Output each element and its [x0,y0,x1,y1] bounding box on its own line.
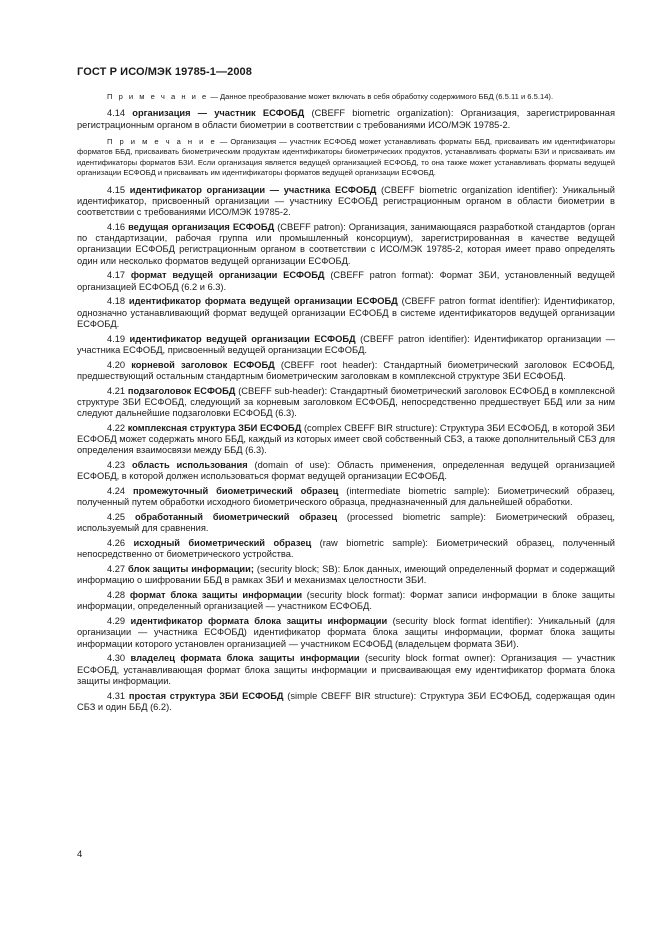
definition-text: (complex CBEFF BIR structure): Структура ЗБИ ЕСФОБД, в которой ЗБИ ЕСФОБД может содержать много ББД, каждый из которых имеет свой собственный СБЗ, а также дополнительный СБЗ для определения взаимосвязи между ББД (6.3). [77,422,615,456]
definition-text: (security block format identifier): Уникальный (для организации — участника ЕСФОБД) идентификатор формата блока защиты информации, формат блока защиты информации которого установлен организацией — участником ЕСФОБД (владельцем формата ЗБИ). [77,616,615,649]
definition-4-29 [77,616,615,650]
note-text: — Данное преобразование может включать в себя обработку содержимого ББД (6.5.11 и 6.5.14). [208,92,554,101]
note-label: П р и м е ч а н и е [107,92,209,101]
definition-term: владелец формата блока защиты информации [130,653,360,664]
definition-text: (CBEFF root header): Стандартный биометрический заголовок ЕСФОБД, предшествующий остальным стандартным биометрическим заголовкам в комплексной структуре ЗБИ ЕСФОБД. [77,359,615,381]
definition-text: (domain of use): Область применения, определенная ведущей организацией ЕСФОБД, в которой должен использоваться формат ведущей организации ЕСФОБД. [77,460,615,482]
definition-4-18 [77,296,615,330]
definition-text: (security block format): Формат записи информации в блоке защиты информации, определенный организацией — участником ЕСФОБД. [77,590,615,612]
definition-term: корневой заголовок ЕСФОБД [131,359,275,370]
definition-term: подзаголовок ЕСФОБД [127,385,236,396]
definition-number: 4.31 [107,690,129,701]
definition-4-31 [77,691,615,714]
definition-term: промежуточный биометрический образец [133,486,339,497]
definition-text: (CBEFF patron identifier): Идентификатор организации — участника ЕСФОБД, присвоенный ведущей организации ЕСФОБД. [77,333,615,355]
definition-term: формат блока защиты информации [129,590,303,601]
definition-number: 4.17 [107,270,131,281]
definition-text: (intermediate biometric sample): Биометрический образец, полученный путем обработки исходного биометрического образца, предназначенный для дальнейшей обработки. [77,486,615,508]
definition-4-28 [77,590,615,613]
definition-4-20 [77,360,615,383]
definition-text: (security block format owner): Организация — участник ЕСФОБД, устанавливающая формат блока защиты информации и присваивающая ему идентификатор формата блока защиты информации. [77,653,615,686]
definition-text: (CBEFF biometric organization identifier): Уникальный идентификатор, присвоенный организации — участнику ЕСФОБД регистрационным органом в области биометрии в соответствии с требованиями ИСО/МЭК 19785-2. [77,184,615,218]
definition-number: 4.29 [107,616,131,627]
page-number: 4 [77,849,83,860]
definition-text: (security block; SB): Блок данных, имеющий определенный формат и содержащий информацию о шифровании ББД в рамках ЗБИ и механизмах целостности ЗБИ. [77,564,615,586]
definition-4-25 [77,512,615,535]
definition-term: обработанный биометрический образец [134,512,338,523]
definition-4-22 [77,423,615,457]
definition-number: 4.28 [107,590,130,601]
definition-4-17 [77,270,615,293]
definition-number: 4.18 [107,296,129,307]
definition-term: простая структура ЗБИ ЕСФОБД [128,690,284,701]
definition-number: 4.23 [107,460,132,471]
document-body [77,92,615,717]
definition-term: блок защиты информации; [128,564,254,575]
definition-4-23 [77,460,615,483]
definition-term: ведущая организация ЕСФОБД [128,221,275,232]
definition-number: 4.20 [107,359,132,370]
note-paragraph [77,92,615,102]
definition-number: 4.27 [107,564,129,575]
definition-4-27 [77,564,615,587]
definition-text: (CBEFF biometric organization): Организация, зарегистрированная регистрационным органом в области биометрии в соответствии с требованиями ИСО/МЭК 19785-2. [77,108,615,130]
definition-text: (CBEFF patron format): Формат ЗБИ, установленный ведущей организацией ЕСФОБД (6.2 и 6.3). [77,270,615,292]
definition-term: организация — участник ЕСФОБД [132,108,305,119]
note-label: П р и м е ч а н и е [107,136,217,146]
definition-number: 4.16 [107,221,129,232]
definition-number: 4.24 [107,486,134,497]
document-header: ГОСТ Р ИСО/МЭК 19785-1—2008 [77,66,252,78]
definition-term: идентификатор организации — участника ЕСФОБД [129,184,377,195]
definition-4-30 [77,653,615,687]
definition-number: 4.30 [107,653,131,664]
definition-number: 4.26 [107,538,134,549]
definition-term: формат ведущей организации ЕСФОБД [130,270,325,281]
note-text: — Организация — участник ЕСФОБД может устанавливать форматы ББД, присваивать им идентификаторы форматов ББД, присваивать биометрическим продуктам идентификаторы биометрических продуктов, устанавливать форматы БЗИ и присваивать им идентификаторы форматов БЗИ. Если организация является ведущей организацией ЕСФОБД, то она также может устанавливать форматы ведущей организации ЕСФОБД и присваивать им идентификаторы форматов ведущей организации ЕСФОБД. [77,136,615,178]
definition-text: (raw biometric sample): Биометрический образец, полученный непосредственно от биометрического устройства. [77,538,616,560]
definition-number: 4.22 [107,422,128,433]
definition-term: комплексная структура ЗБИ ЕСФОБД [127,422,302,433]
definition-term: идентификатор ведущей организации ЕСФОБД [129,333,356,344]
definition-text: (simple CBEFF BIR structure): Структура ЗБИ ЕСФОБД, содержащая один СБЗ и один ББД (6.2). [77,690,616,712]
definition-4-24 [77,486,615,509]
note-paragraph [77,137,615,179]
definition-text: (CBEFF sub-header): Стандартный биометрический заголовок ЕСФОБД в комплексной структуре ЗБИ ЕСФОБД, следующий за корневым заголовком ЕСФОБД, непосредственно предшествует ББД или за ним следуют дальнейшие подзаголовки ЕСФОБД (6.3). [77,385,615,419]
definition-number: 4.21 [107,385,128,396]
definition-term: исходный биометрический образец [133,538,312,549]
definition-term: идентификатор формата ведущей организации ЕСФОБД [128,296,398,307]
definition-term: область использования [131,460,248,471]
definition-number: 4.15 [107,184,130,195]
definition-term: идентификатор формата блока защиты информации [130,616,388,627]
definition-text: (CBEFF patron): Организация, занимающаяся разработкой стандартов (орган по стандартизации, рабочая группа или промышленный консорциум), зарегистрированная в качестве ведущей организации ЕСФОБД регистрационным органом в соответствии с ИСО/МЭК 19785-2, которая имеет право определять один или несколько форматов ведущей организации ЕСФОБД. [77,221,616,266]
definition-number: 4.19 [107,333,130,344]
definition-4-14 [77,108,615,131]
definition-number: 4.25 [107,512,135,523]
definition-4-26 [77,538,615,561]
definition-4-21 [77,386,615,420]
definition-text: (CBEFF patron format identifier): Идентификатор, однозначно устанавливающий формат ведущей организации ЕСФОБД в системе идентификаторов ведущей организации ЕСФОБД. [77,296,615,329]
definition-text: (processed biometric sample): Биометрический образец, используемый для сравнения. [77,512,615,534]
definition-4-16 [77,222,615,267]
definition-4-15 [77,185,615,219]
definition-number: 4.14 [107,108,133,119]
definition-4-19 [77,334,615,357]
